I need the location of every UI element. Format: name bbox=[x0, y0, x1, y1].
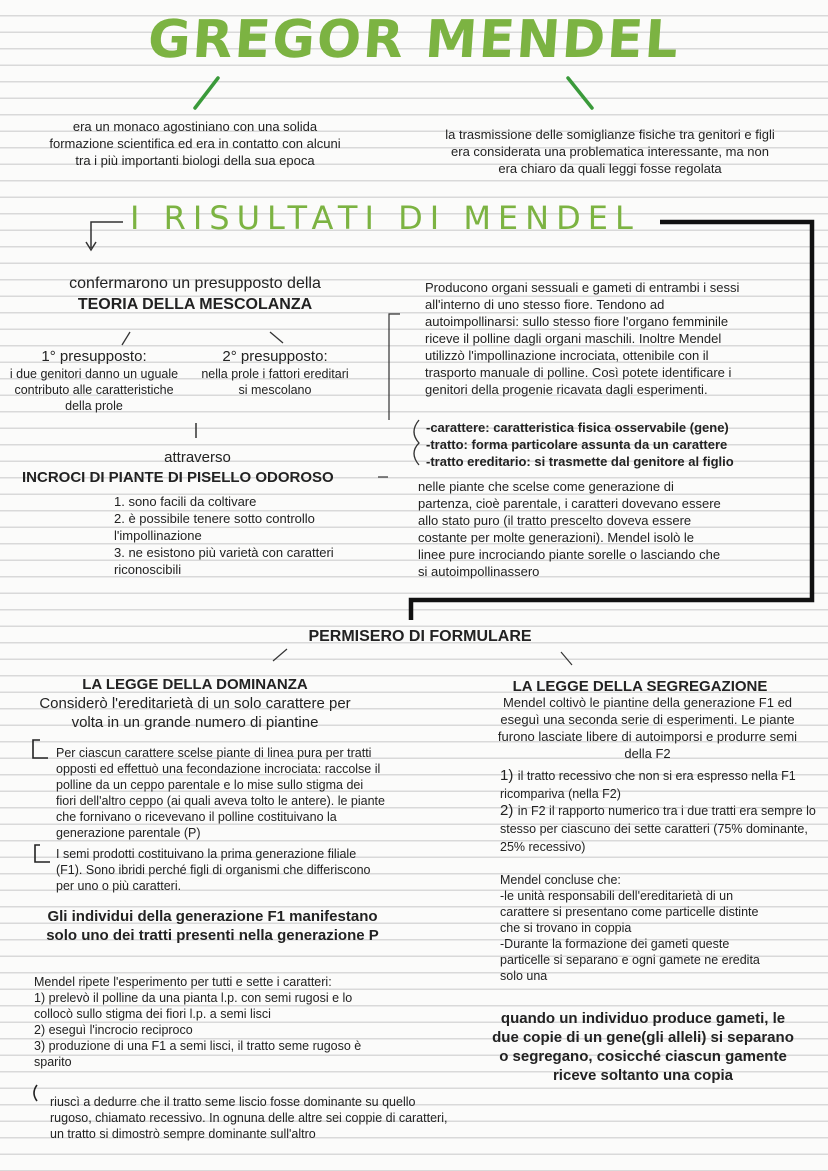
reason-item: 1. sono facili da coltivare bbox=[114, 494, 257, 509]
definition-item: -tratto: forma particolare assunta da un carattere bbox=[426, 437, 728, 452]
presupposto-1 bbox=[8, 347, 180, 414]
p1-text: i due genitori danno un uguale contributo alle caratteristiche della prole bbox=[9, 367, 179, 413]
segregation-title: LA LEGGE DELLA SEGREGAZIONE bbox=[512, 678, 768, 695]
segregation-conclusion bbox=[500, 872, 775, 984]
allowed-heading: PERMISERO DI FORMULARE bbox=[308, 628, 532, 645]
conclusion-item: -le unità responsabili dell'ereditarietà di un carattere si presentano come particelle distinte che si trovano in coppia bbox=[500, 889, 759, 935]
dominance-p1: Per ciascun carattere scelse piante di linea pura per tratti opposti ed effettuò una fecondazione incrociata: raccolse il polline da un ceppo parentale e lo mise sullo stigma dei fiori dell'altro ceppo (ai quali aveva tolto le antere). le piante che fornivano o ricevevano il polline costituivano la generazione parentale (P) bbox=[56, 746, 385, 840]
dom-paren bbox=[34, 1085, 37, 1101]
dominance-conclusion: riuscì a dedurre che il tratto seme liscio fosse dominante su quello rugoso, chiamato recessivo. In ognuna delle altre sei coppie di caratteri, un tratto si dimostrò sempre dominante sull'altro bbox=[50, 1095, 448, 1141]
dominance-p2: I semi prodotti costituivano la prima generazione filiale (F1). Sono ibridi perché figli di organismi che differiscono per uno o più caratteri. bbox=[56, 847, 371, 893]
p1-title: 1° presupposto: bbox=[41, 348, 147, 365]
reason-item: 3. ne esistono più varietà con caratteri riconoscibili bbox=[114, 545, 334, 577]
point-1-number: 1) bbox=[500, 767, 514, 784]
title-arrow-left bbox=[195, 78, 218, 108]
p2-title: 2° presupposto: bbox=[222, 348, 328, 365]
segregation-highlight: quando un individuo produce gameti, le due copie di un gene(gli alleli) si separano o segregano, cosicché ciascun gamente riceve soltanto una copia bbox=[492, 1010, 794, 1084]
formulare-branch-right bbox=[561, 652, 572, 665]
reasons-list bbox=[114, 493, 344, 578]
through-label: attraverso bbox=[164, 449, 231, 466]
produce-bracket bbox=[389, 314, 400, 420]
point-2-text: in F2 il rapporto numerico tra i due tratti era sempre lo stesso per ciascuno dei sette caratteri (75% dominante, 25% recessivo) bbox=[500, 804, 816, 854]
crosses-title: INCROCI DI PIANTE DI PISELLO ODOROSO bbox=[22, 469, 334, 486]
definitions-list bbox=[426, 419, 776, 470]
pure-lines-text: nelle piante che scelse come generazione di partenza, cioè parentale, i caratteri dovevano essere allo stato puro (il tratto prescelto doveva essere costante per molte generazioni). Mendel isolò le linee pure incrociando piante sorelle o lasciando che si autoimpollinassero bbox=[418, 479, 721, 579]
segregation-intro: Mendel coltivò le piantine della generazione F1 ed eseguì una seconda serie di esperimenti. Le piante furono lasciate libere di autoimporsi e produrre semi della F2 bbox=[497, 695, 798, 761]
confirmed-theory: TEORIA DELLA MESCOLANZA bbox=[77, 296, 313, 313]
definition-item: -carattere: caratteristica fisica osservabile (gene) bbox=[426, 420, 729, 435]
definition-item: -tratto ereditario: si trasmette dal genitore al figlio bbox=[426, 454, 734, 469]
branch-left bbox=[122, 332, 130, 345]
branch-right bbox=[270, 332, 283, 343]
dominance-highlight: Gli individui della generazione F1 manifestano solo uno dei tratti presenti nella generazione P bbox=[46, 908, 379, 944]
confirmed-prefix: confermarono un presupposto della bbox=[69, 275, 321, 292]
dominance-title: LA LEGGE DELLA DOMINANZA bbox=[82, 676, 308, 693]
presupposto-2 bbox=[200, 347, 350, 398]
definitions-brace bbox=[414, 420, 419, 465]
step-item: 2) eseguì l'incrocio reciproco bbox=[34, 1023, 193, 1037]
confirmed-block bbox=[40, 273, 350, 315]
reason-item: 2. è possibile tenere sotto controllo l'impollinazione bbox=[114, 511, 315, 543]
dom-bracket-2 bbox=[35, 845, 50, 862]
formulare-branch-left bbox=[273, 649, 287, 661]
results-bracket-left bbox=[91, 222, 123, 248]
repeat-line: Mendel ripete l'esperimento per tutti e sette i caratteri: bbox=[34, 975, 332, 989]
point-1-text: il tratto recessivo che non si era espresso nella F1 ricompariva (nella F2) bbox=[500, 769, 796, 801]
intro-left: era un monaco agostiniano con una solida formazione scientifica ed era in contatto con alcuni tra i più importanti biologi della sua epoca bbox=[49, 119, 341, 168]
p2-text: nella prole i fattori ereditari si mescolano bbox=[201, 367, 349, 397]
step-item: 1) prelevò il polline da una pianta l.p. con semi rugosi e lo collocò sullo stigma dei fiori l.p. a semi lisci bbox=[34, 991, 353, 1021]
intro-right: la trasmissione delle somiglianze fisiche tra genitori e figli era considerata una problematica interessante, ma non era chiaro da quali leggi fosse regolata bbox=[445, 127, 775, 176]
point-2-number: 2) bbox=[500, 802, 514, 819]
title-arrow-right bbox=[568, 78, 592, 108]
produce-text: Producono organi sessuali e gameti di entrambi i sessi all'interno di uno stesso fiore. Tendono ad autoimpollinarsi: sullo stesso fiore l'organo femminile riceve il polline dagli organi maschili. Inoltre Mendel utilizzò l'impollinazione incrociata, ottenibile con il trasporto manuale di polline. Così potete identificare i genitori della progenie ricavata dagli esperimenti. bbox=[425, 280, 740, 397]
dom-bracket-1 bbox=[33, 740, 48, 758]
segregation-point-1 bbox=[500, 766, 818, 803]
segregation-point-2 bbox=[500, 801, 818, 856]
dominance-intro: Considerò l'ereditarietà di un solo carattere per volta in un grande numero di piantine bbox=[39, 695, 351, 731]
page-title: GREGOR MENDEL bbox=[145, 10, 683, 70]
dominance-repeat bbox=[34, 974, 394, 1070]
concluded-label: Mendel concluse che: bbox=[500, 873, 621, 887]
conclusion-item: -Durante la formazione dei gameti queste particelle si separano e ogni gamete ne eredita solo una bbox=[500, 937, 760, 983]
step-item: 3) produzione di una F1 a semi lisci, il tratto seme rugoso è sparito bbox=[34, 1039, 362, 1069]
results-heading: I RISULTATI DI MENDEL bbox=[130, 199, 640, 237]
